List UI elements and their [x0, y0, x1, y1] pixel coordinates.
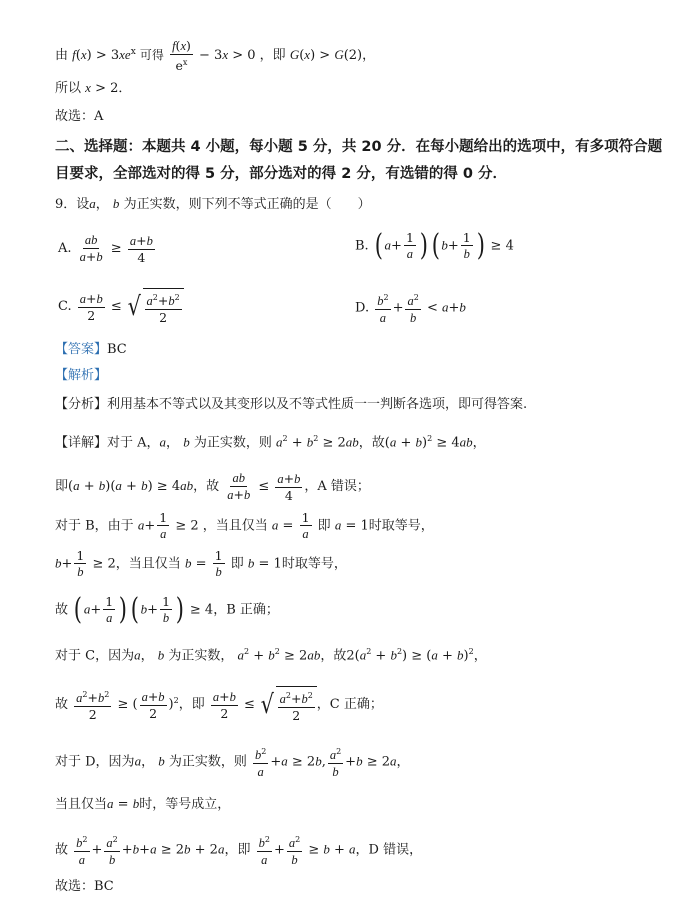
option-label: B. [355, 238, 369, 254]
question-stem: 9．设a， b 为正实数，则下列不等式正确的是（ ） [55, 196, 371, 212]
text: 故 [55, 697, 69, 713]
final-answer: 故选：BC [55, 879, 114, 894]
detail-c-2: 故 $\frac{a^2+b^2}{2}$ ≥ ( $\frac{a+b}{2}$ )$^2$，即 $\frac{a+b}{2}$ ≤ √ $\frac{a^2+b^2}{2}$ ，C 正确； [55, 686, 383, 723]
text: 为正实数，则 [168, 754, 247, 770]
text: 即 [55, 479, 69, 494]
text: ，故 [358, 435, 385, 451]
detail-d-3: 故 $\frac{b^2}{a}$ + $\frac{a^2}{b}$ +b+a ≥ 2b + 2a，即 $\frac{b^2}{a}$ + $\frac{a^2}{b}$ ≥ b + a，D 错误， [55, 832, 422, 868]
text: ，即 [178, 697, 205, 713]
text: ， [362, 48, 376, 64]
prev-line-1: 由 $f(x) > 3xe^x$ 可得 $\frac{f(x)}{e^x}$ − 3x > 0 ，即 G(x) > G(2)， [55, 38, 376, 74]
text: ，A 错误； [304, 479, 370, 494]
text: 时，等号成立， [139, 797, 231, 812]
prev-line-3: 故选：A [55, 109, 104, 124]
text: ，D 错误， [355, 842, 423, 858]
answer-value: BC [107, 342, 127, 357]
text: 可得 [139, 48, 164, 63]
option-label: C. [58, 299, 72, 315]
text: 由 [55, 48, 69, 64]
detail-a-1: 【详解】对于 A，a， b 为正实数，则 $a^2 + b^2 \ge 2ab$，故$(a + b)^2 \ge 4ab$， [55, 434, 486, 451]
text: 对于 B，由于 [55, 518, 134, 534]
option-b: B. ( a+ $\frac{1}{a}$ ) ( b+ $\frac{1}{b}$ ) ≥ 4 [355, 228, 514, 263]
option-c: C. $\frac{a+b}{2}$ ≤ √ $\frac{a^2+b^2}{2}$ [58, 288, 184, 325]
text: 为正实数，则 [193, 435, 272, 451]
detail-d-1: 对于 D，因为a， b 为正实数，则 $\frac{b^2}{a}$ +a ≥ 2b, $\frac{a^2}{b}$ +b ≥ 2a， [55, 744, 410, 780]
detail-b-3: 故 ( a+ $\frac{1}{a}$ ) ( b+ $\frac{1}{b}$ ) ≥ 4，B 正确； [55, 592, 279, 627]
section-heading-1: 二、选择题：本题共 4 小题，每小题 5 分，共 20 分．在每小题给出的选项中，有多项符合题 [55, 139, 663, 155]
analysis-summary [55, 396, 527, 414]
option-label: A. [58, 241, 72, 256]
text: 时取等号， [368, 518, 434, 534]
text: ，故 [320, 648, 347, 664]
text: ，即 [259, 48, 286, 64]
text: 故 [55, 602, 69, 618]
text: 对于 C，因为 [55, 648, 135, 664]
text: ，故 [193, 479, 220, 494]
answer-line [55, 341, 127, 359]
analysis-tag: 【解析】 [55, 368, 108, 383]
section-heading-2: 目要求，全部选对的得 5 分，部分选对的得 2 分，有选错的得 0 分． [55, 166, 508, 182]
text: 【分析】 [55, 397, 108, 412]
detail-d-2: 当且仅当a = b时，等号成立， [55, 796, 231, 812]
text: 所以 [55, 81, 82, 96]
text: 利用基本不等式以及其变形以及不等式性质一一判断各选项，即可得答案. [107, 397, 528, 412]
text: ，C 正确； [316, 697, 383, 713]
text: 故 [55, 842, 69, 858]
text: 即 [230, 556, 244, 572]
option-d: D. $\frac{b^2}{a}$ + $\frac{a^2}{b}$ < a+b [355, 290, 466, 326]
prev-line-2: 所以 x > 2． [55, 80, 132, 96]
text: 即 [317, 518, 331, 534]
option-a: A. $\frac{ab}{a+b}$ ≥ $\frac{a+b}{4}$ [58, 232, 153, 265]
detail-a-2: 即(a + b)(a + b) ≥ 4ab，故 $\frac{ab}{a+b}$ ≤ $\frac{a+b}{4}$ ，A 错误； [55, 470, 370, 503]
option-label: D. [355, 300, 370, 316]
text: 为正实数， [168, 648, 234, 664]
text: 【详解】 [55, 435, 108, 451]
text: 为正实数，则下列不等式正确的是（ ） [123, 197, 371, 212]
fraction: $\frac{f(x)}{e^x}$ [172, 38, 191, 74]
text: ，即 [224, 842, 251, 858]
text: ，当且仅当 [202, 518, 268, 534]
detail-c-1: 对于 C，因为a， b 为正实数， $a^2 + b^2 \ge 2ab$，故$2(a^2 + b^2) \ge (a + b)^2$， [55, 647, 487, 664]
answer-tag: 【答案】 [55, 342, 108, 357]
detail-b-2: b+ $\frac{1}{b}$ ≥ 2，当且仅当 b = $\frac{1}{b}$ 即 b = 1时取等号， [55, 548, 347, 579]
text: 时取等号， [281, 556, 347, 572]
detail-b-1: 对于 B，由于 a+ $\frac{1}{a}$ ≥ 2 ，当且仅当 a = $\frac{1}{a}$ 即 a = 1时取等号， [55, 510, 434, 541]
text: ，当且仅当 [115, 556, 181, 572]
text: ，B 正确； [213, 602, 279, 618]
text: 对于 D，因为 [55, 754, 135, 770]
text: 对于 A， [107, 435, 160, 451]
text: 当且仅当 [55, 797, 108, 812]
text: 9．设 [55, 197, 90, 212]
